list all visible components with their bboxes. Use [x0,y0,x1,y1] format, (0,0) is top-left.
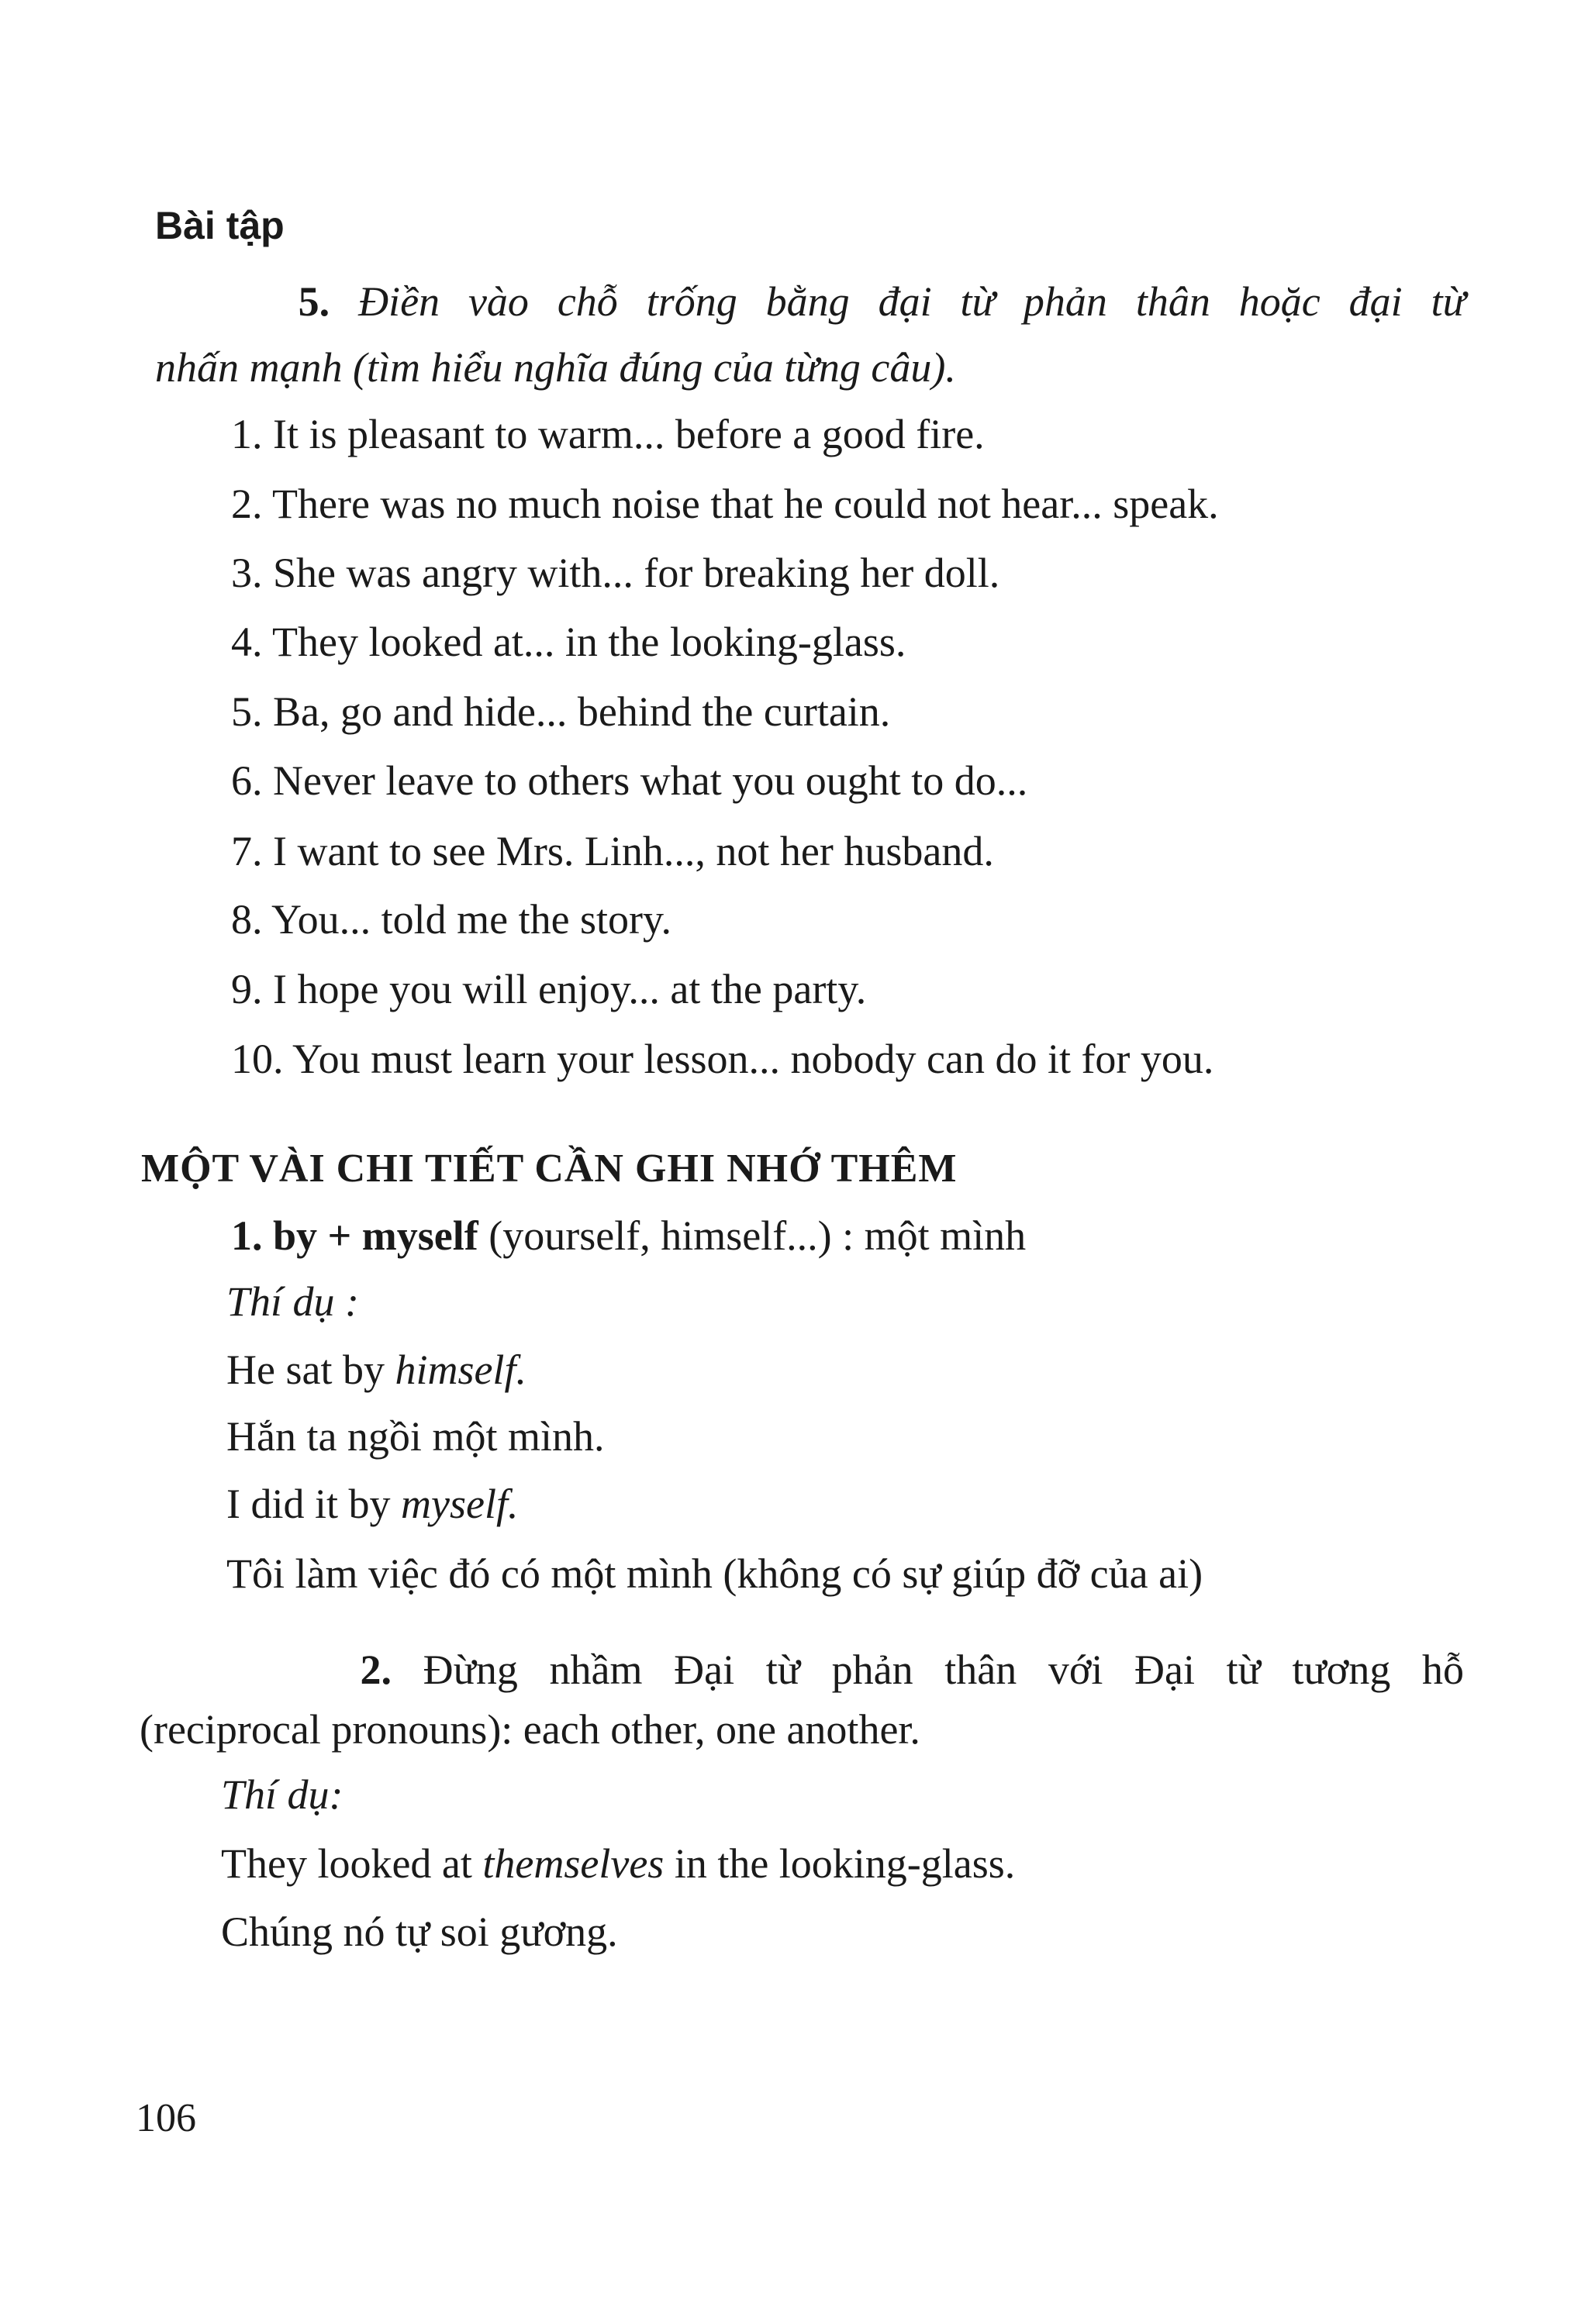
example-translation: Hắn ta ngồi một mình. [226,1413,605,1460]
example-label [226,1278,360,1325]
instruction-text-2: nhấn mạnh (tìm hiểu nghĩa đúng của từng câu). [155,344,956,391]
exercise-item: 1. It is pleasant to warm... before a good fire. [231,411,985,457]
exercise-item: 7. I want to see Mrs. Linh..., not her husband. [231,828,994,874]
exercise-item: 4. They looked at... in the looking-glass. [231,619,906,665]
exercise-heading: Bài tập [155,204,285,247]
note-point-2-text: Đừng nhầm Đại từ phản thân với Đại từ tương hỗ [391,1646,1465,1693]
note-point-2-line2: (reciprocal pronouns): each other, one another. [140,1706,920,1753]
example-label-text: Thí dụ: [221,1771,343,1818]
exercise-item: 10. You must learn your lesson... nobody can do it for you. [231,1036,1214,1082]
example-text: They looked at [221,1840,483,1887]
example-emphasis: himself. [395,1346,526,1393]
note-point-1-desc: (yourself, himself...) : một mình [478,1212,1027,1259]
exercise-item: 9. I hope you will enjoy... at the party. [231,966,867,1012]
exercise-instruction-line2 [155,344,956,391]
exercise-item: 8. You... told me the story. [231,896,672,943]
note-point-1 [231,1212,1027,1259]
exercise-item: 6. Never leave to others what you ought to do... [231,757,1028,804]
exercise-item: 5. Ba, go and hide... behind the curtain. [231,688,891,735]
example-emphasis: themselves [482,1840,665,1887]
example-translation: Tôi làm việc đó có một mình (không có sự giúp đỡ của ai) [226,1550,1203,1597]
note-point-1-term: 1. by + myself [231,1212,478,1259]
note-point-2-number: 2. [360,1646,392,1693]
example-translation: Chúng nó tự soi gương. [221,1909,618,1955]
exercise-instruction-line1 [155,278,1466,325]
notes-title: MỘT VÀI CHI TIẾT CẦN GHI NHỚ THÊM [141,1146,958,1191]
example-text: He sat by [226,1346,395,1393]
exercise-item: 3. She was angry with... for breaking her doll. [231,550,1000,596]
example-text: I did it by [226,1481,401,1527]
exercise-item: 2. There was no much noise that he could not hear... speak. [231,481,1219,527]
example-sentence [226,1346,526,1393]
note-point-2-line1 [140,1646,1465,1693]
example-label [221,1771,343,1818]
example-sentence [226,1483,518,1525]
example-text: in the looking-glass. [664,1840,1016,1887]
example-emphasis: myself. [401,1481,519,1527]
example-sentence [221,1840,1016,1887]
exercise-number: 5. [298,278,330,325]
instruction-text-1: Điền vào chỗ trống bằng đại từ phản thân hoặc đại từ [358,278,1466,325]
example-label-text: Thí dụ : [226,1278,360,1325]
page-number: 106 [136,2096,196,2140]
